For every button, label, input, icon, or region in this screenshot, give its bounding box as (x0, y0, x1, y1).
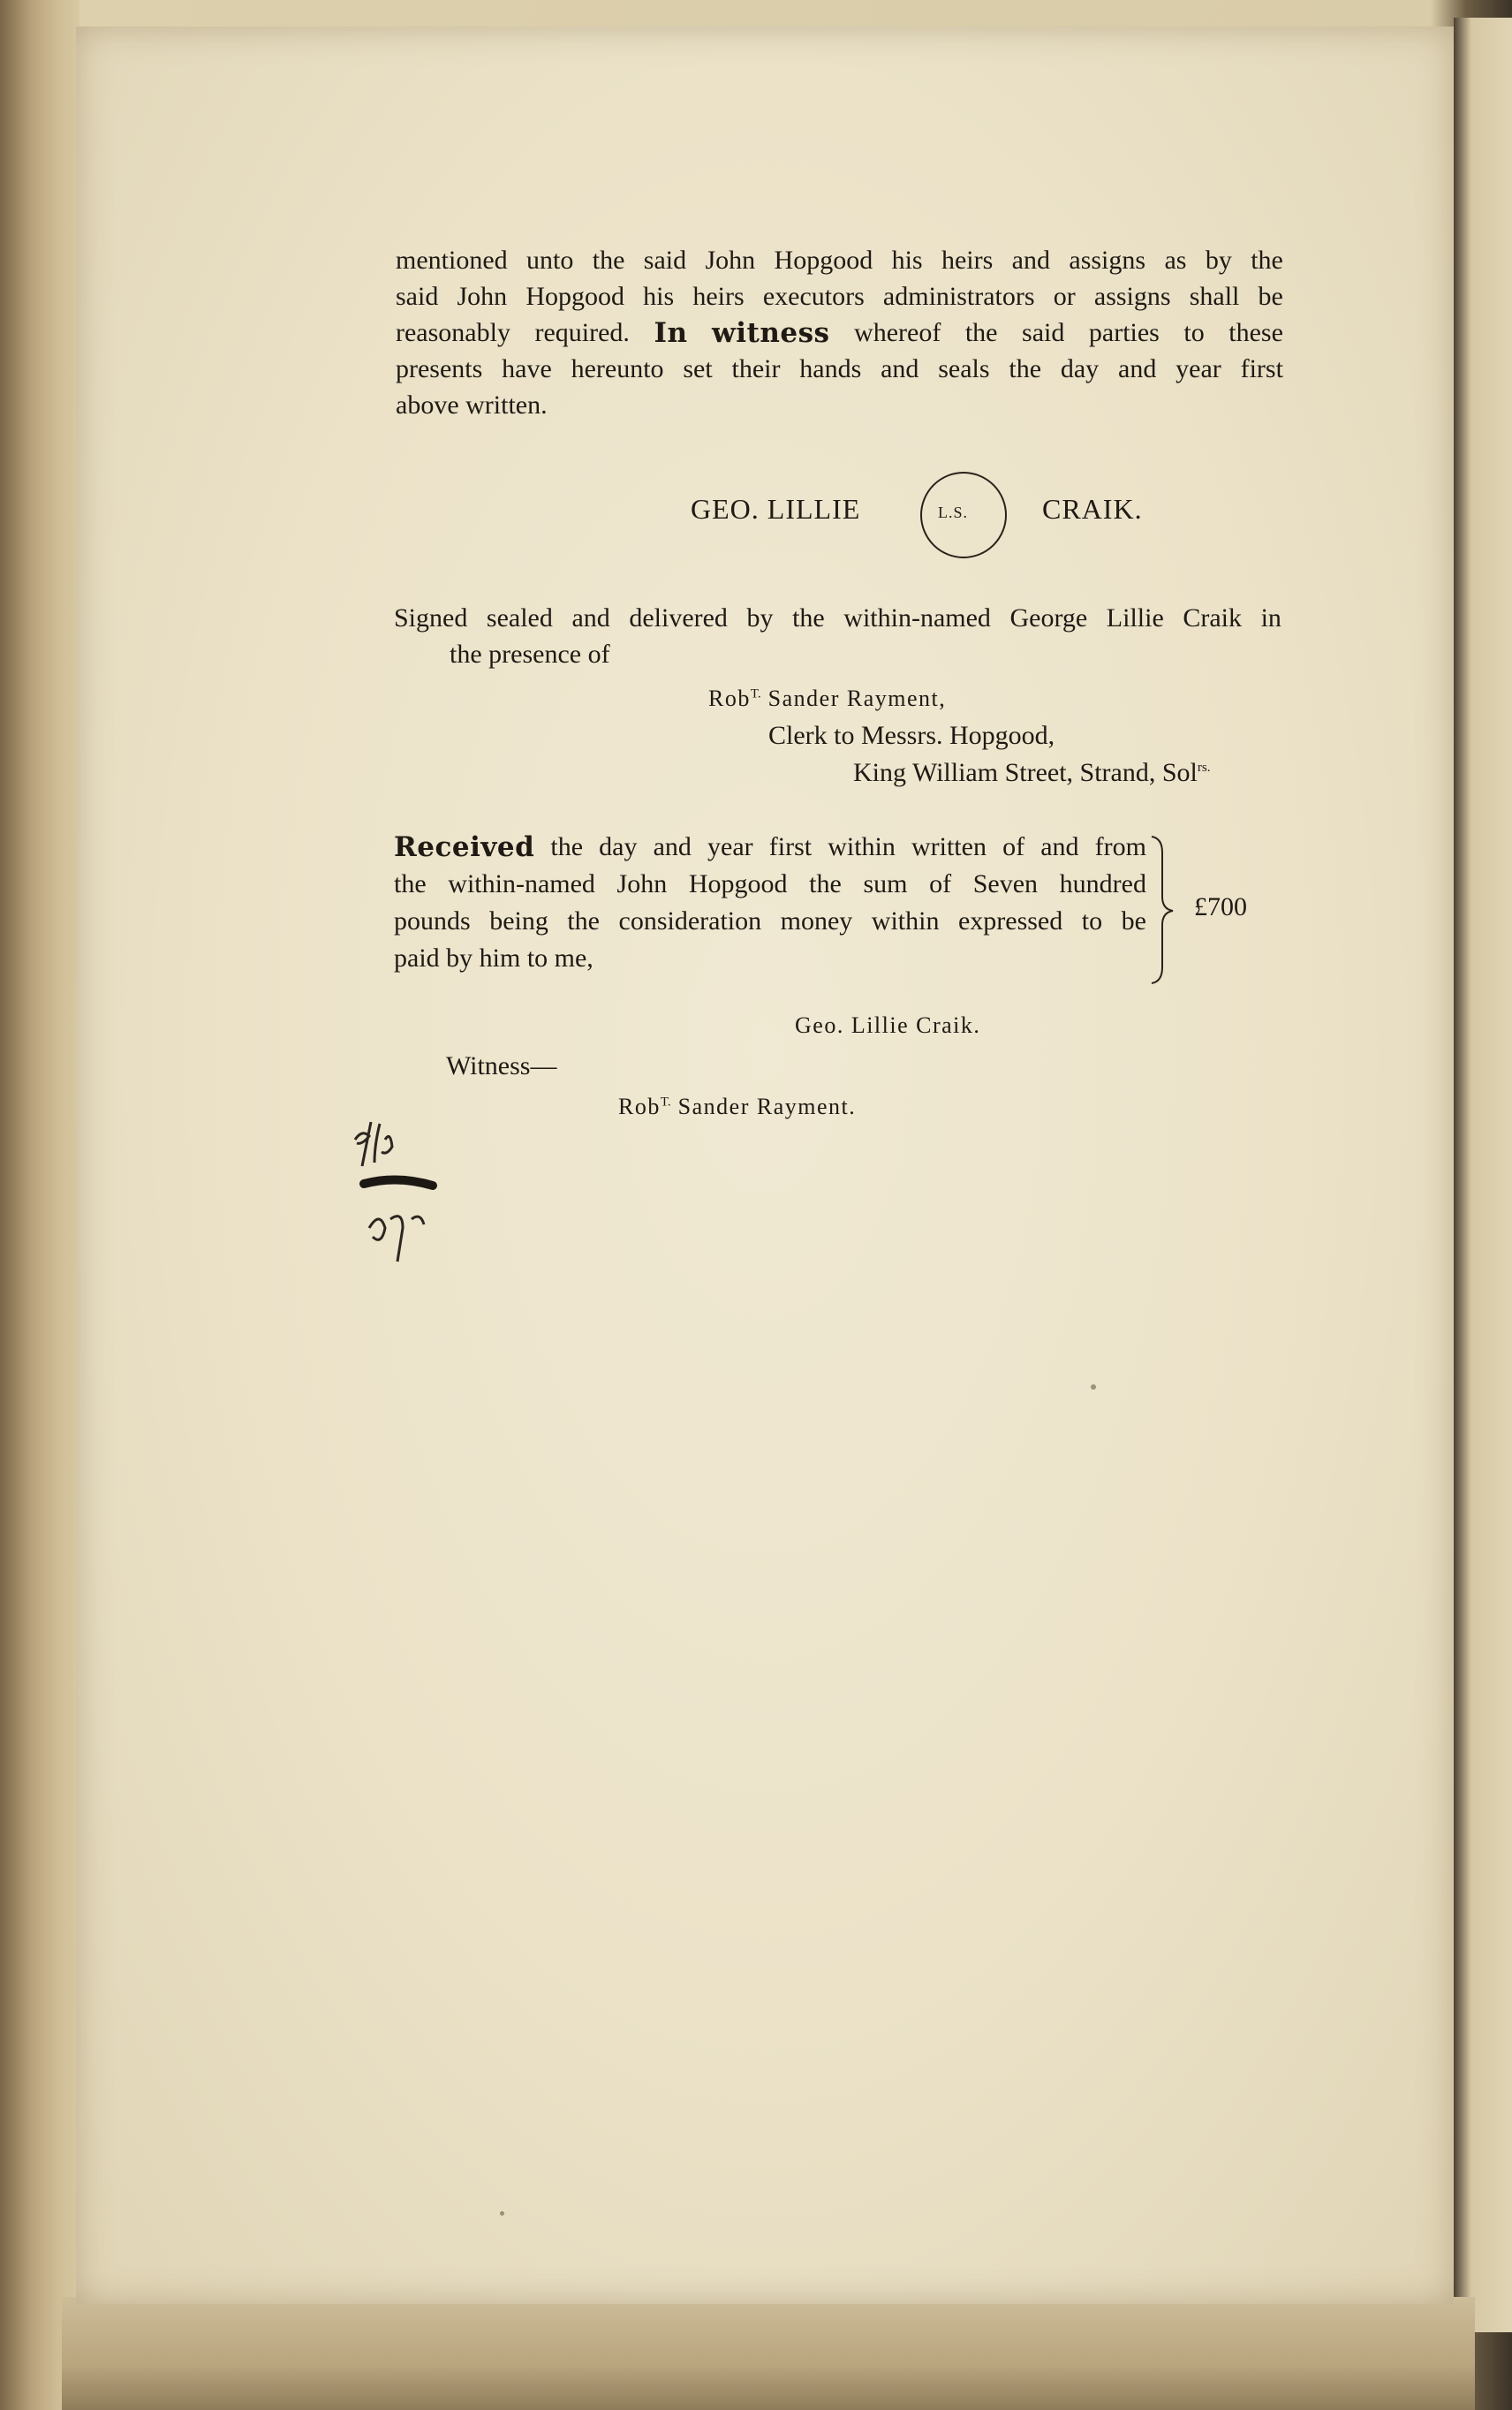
word: within-named (448, 869, 595, 898)
body-line-4 (396, 356, 1283, 383)
word: Seven (972, 869, 1039, 898)
word: John (705, 246, 756, 275)
receipt-brace (1148, 835, 1175, 985)
attesting-witness-address: King William Street, Strand, Sol$^{rs.}$ (853, 758, 1211, 787)
word: his (891, 246, 923, 275)
seal-label: L.S. (938, 504, 969, 521)
attestation-line-1 (394, 605, 1281, 632)
word: hands (799, 354, 862, 383)
handwritten-pencil-marks (336, 1104, 477, 1272)
word: by (746, 603, 774, 633)
body-line-3 (396, 317, 1283, 349)
word: the (1009, 354, 1042, 383)
word: the (567, 906, 600, 936)
word: hereunto (571, 354, 664, 383)
receipt-witness-name: Rob$^{T.}$ Sander Rayment. (618, 1094, 857, 1119)
word: within-named (843, 603, 991, 633)
word: have (502, 354, 552, 383)
word: the (592, 246, 625, 275)
word: and (1011, 246, 1050, 275)
receipt-signature: Geo. Lillie Craik. (795, 1012, 981, 1038)
word: heirs (941, 246, 994, 275)
word: pounds (394, 906, 471, 936)
attesting-witness-name: Rob$^{T.}$ Sander Rayment, (708, 686, 947, 711)
word: executors (762, 282, 865, 311)
word: by (1205, 246, 1232, 275)
paper-speck (500, 2211, 504, 2216)
word: said (1022, 318, 1065, 347)
word: day (599, 832, 638, 861)
word: presents (396, 354, 483, 383)
word: unto (526, 246, 574, 275)
paper-speck (1091, 1384, 1096, 1390)
word: expressed (957, 906, 1063, 936)
word: and (1118, 354, 1157, 383)
word: from (1094, 832, 1146, 861)
word: Hopgood (525, 282, 624, 311)
attesting-witness-role: Clerk to Messrs. Hopgood, (768, 721, 1055, 750)
word: of (1002, 832, 1025, 861)
word: being (489, 906, 548, 936)
word: administrators (882, 282, 1035, 311)
receipt-line-1 (394, 831, 1146, 863)
word: the (809, 869, 842, 898)
word: of (929, 869, 952, 898)
word: George (1009, 603, 1088, 633)
word: in (1260, 603, 1281, 633)
word: and (881, 354, 919, 383)
body-line-1 (396, 247, 1283, 274)
word: within (871, 906, 940, 936)
adjacent-page-edge (1454, 18, 1512, 2332)
word: Hopgood (774, 246, 873, 275)
word: seals (938, 354, 990, 383)
receipt-line-4: paid by him to me, (394, 944, 593, 973)
word: and (1040, 832, 1079, 861)
word: first (768, 832, 813, 861)
word: Craik (1183, 603, 1242, 633)
word: delivered (629, 603, 728, 633)
receipt-line-3 (394, 908, 1146, 935)
word: sealed (486, 603, 553, 633)
word: shall (1189, 282, 1240, 311)
word: year (1176, 354, 1221, 383)
word: mentioned (396, 246, 508, 275)
word: money (780, 906, 853, 936)
word: first (1240, 354, 1283, 383)
word: the (1251, 246, 1283, 275)
word: the (964, 318, 998, 347)
word: said (396, 282, 439, 311)
word: Received (394, 831, 535, 863)
word: Hopgood (688, 869, 788, 898)
signature-right: CRAIK. (1042, 493, 1143, 525)
receipt-line-2 (394, 871, 1146, 898)
word: to (1081, 906, 1103, 936)
receipt-witness-label: Witness— (446, 1051, 557, 1080)
word: sum (863, 869, 908, 898)
word: his (643, 282, 675, 311)
word: and (653, 832, 692, 861)
word: John (457, 282, 508, 311)
word: and (571, 603, 610, 633)
word: written (911, 832, 987, 861)
body-line-5: above written. (396, 390, 548, 420)
word: or (1053, 282, 1076, 311)
word: In (654, 317, 688, 349)
word: year (707, 832, 753, 861)
word: be (1121, 906, 1146, 936)
word: required. (534, 318, 630, 347)
word: set (683, 354, 713, 383)
word: heirs (692, 282, 745, 311)
word: whereof (854, 318, 941, 347)
word: as (1164, 246, 1187, 275)
body-line-2 (396, 284, 1283, 310)
word: hundred (1059, 869, 1146, 898)
word: Lillie (1106, 603, 1164, 633)
word: be (1258, 282, 1283, 311)
word: assigns (1069, 246, 1146, 275)
word: their (731, 354, 781, 383)
word: the (394, 869, 427, 898)
book-binding-edge (0, 0, 79, 2410)
attestation-line-2: the presence of (450, 640, 610, 669)
word: John (616, 869, 668, 898)
word: the (550, 832, 584, 861)
word: parties (1088, 318, 1160, 347)
word: these (1228, 318, 1283, 347)
word: said (643, 246, 687, 275)
word: to (1183, 318, 1205, 347)
signature-left: GEO. LILLIE (691, 493, 861, 525)
word: assigns (1093, 282, 1171, 311)
word: witness (712, 317, 830, 349)
word: Signed (394, 603, 468, 633)
word: consideration (618, 906, 762, 936)
word: day (1060, 354, 1100, 383)
word: the (792, 603, 825, 633)
page-bottom-edge (62, 2297, 1475, 2410)
word: within (828, 832, 896, 861)
word: reasonably (396, 318, 510, 347)
receipt-amount: £700 (1194, 892, 1247, 921)
